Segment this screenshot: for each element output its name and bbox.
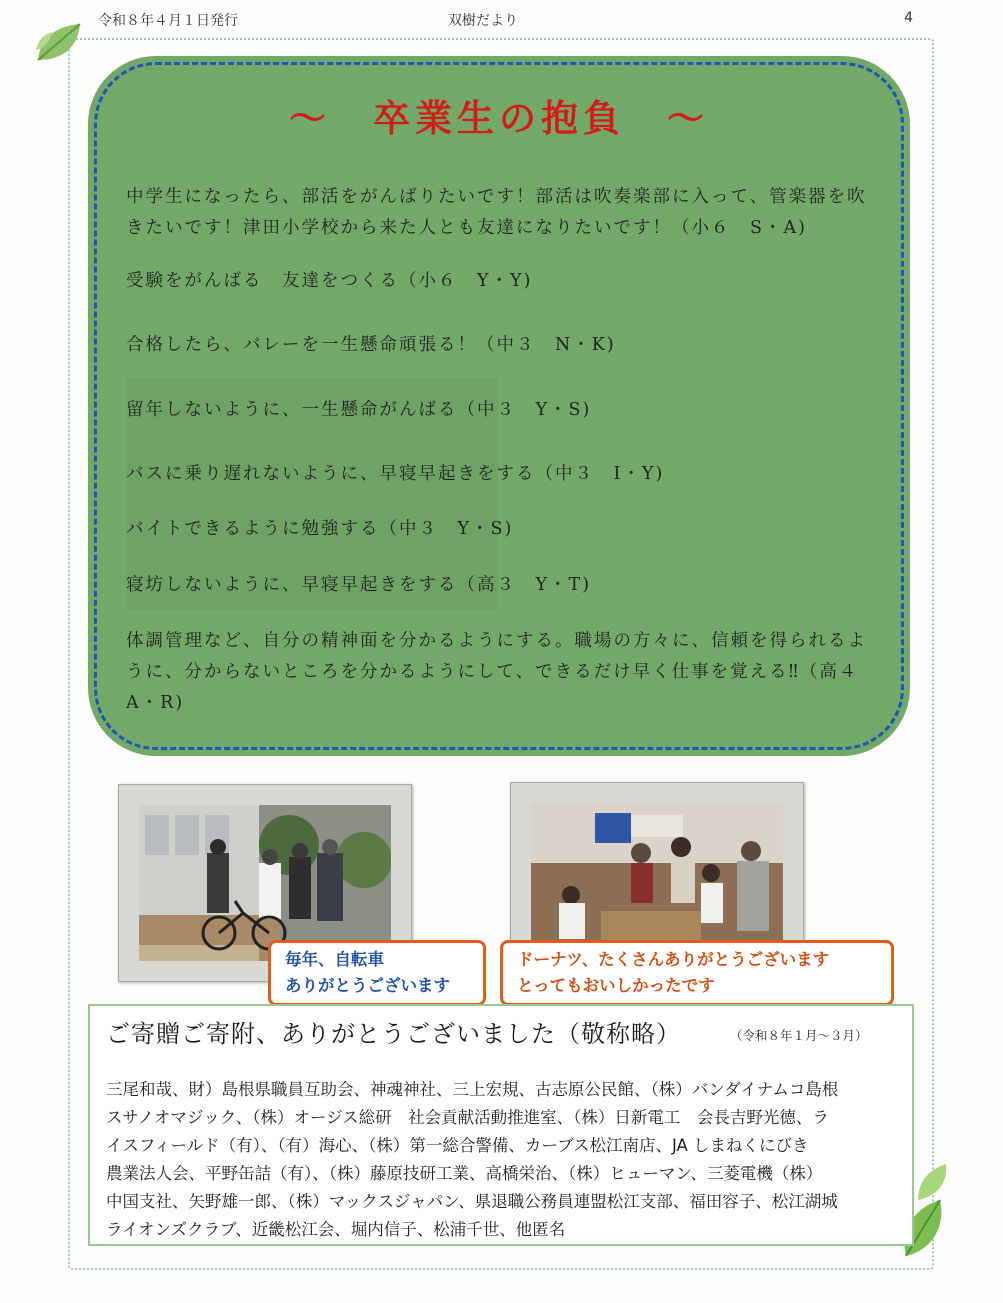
- bicycle-caption: 毎年、自転車 ありがとうございます: [268, 940, 486, 1006]
- donut-caption: ドーナツ、たくさんありがとうございます とってもおいしかったです: [500, 940, 894, 1006]
- aspiration-item: 留年しないように、一生懸命がんばる（中３ Y・S): [126, 400, 592, 420]
- aspiration-item: 体調管理など、自分の精神面を分かるようにする。職場の方々に、信頼を得られるように、分からないところを分かるようにして、できるだけ早く仕事を覚える‼（高４ A・R): [126, 631, 878, 713]
- issue-date: 令和８年４月１日発行: [98, 13, 238, 29]
- donor-line: 農業法人会、平野缶詰（有）、（株）藤原技研工業、高橋栄治、（株）ヒューマン、三菱電機（株）: [106, 1164, 823, 1183]
- graduate-aspirations-panel: [88, 56, 910, 756]
- aspiration-item: 受験をがんばる 友達をつくる（小６ Y・Y): [126, 271, 533, 291]
- donor-line: 三尾和哉、財）島根県職員互助会、神魂神社、三上宏規、古志原公民館、（株）バンダイナムコ島根: [106, 1080, 839, 1099]
- donations-title: ご寄贈ご寄附、ありがとうございました（敬称略）: [106, 1020, 681, 1048]
- newsletter-title: 双樹だより: [448, 13, 518, 29]
- donut-donation-photo: [531, 803, 783, 959]
- leaf-decoration-icon: [34, 20, 86, 66]
- donor-line: 中国支社、矢野雄一郎、（株）マックスジャパン、県退職公務員連盟松江支部、福田容子、松江湖城: [106, 1192, 838, 1211]
- donor-line: イスフィールド（有）、（有）海心、（株）第一総合警備、カーブス松江南店、JA しまねくにびき: [106, 1136, 809, 1155]
- aspiration-item: 合格したら、バレーを一生懸命頑張る！（中３ N・K): [126, 335, 616, 355]
- section-title: 〜 卒業生の抱負 〜: [289, 96, 709, 140]
- donor-line: ライオンズクラブ、近畿松江会、堀内信子、松浦千世、他匿名: [106, 1220, 566, 1239]
- page-number: 4: [904, 10, 913, 26]
- aspiration-item: バスに乗り遅れないように、早寝早起きをする（中３ I・Y): [126, 464, 665, 484]
- aspiration-item: 中学生になったら、部活をがんばりたいです！部活は吹奏楽部に入って、管楽器を吹きたいです！津田小学校から来た人とも友達になりたいです！（小６ S・A): [126, 187, 867, 238]
- donations-period: （令和８年１月〜３月）: [730, 1028, 868, 1043]
- aspiration-item: 寝坊しないように、早寝早起きをする（高３ Y・T): [126, 575, 592, 595]
- bicycle-donation-photo: [139, 805, 391, 961]
- donations-panel: [88, 1004, 914, 1246]
- aspiration-item: バイトできるように勉強する（中３ Y・S): [126, 519, 514, 539]
- donor-line: スサノオマジック、（株）オージス総研 社会貢献活動推進室、（株）日新電工 会長吉野光德、ラ: [106, 1108, 829, 1127]
